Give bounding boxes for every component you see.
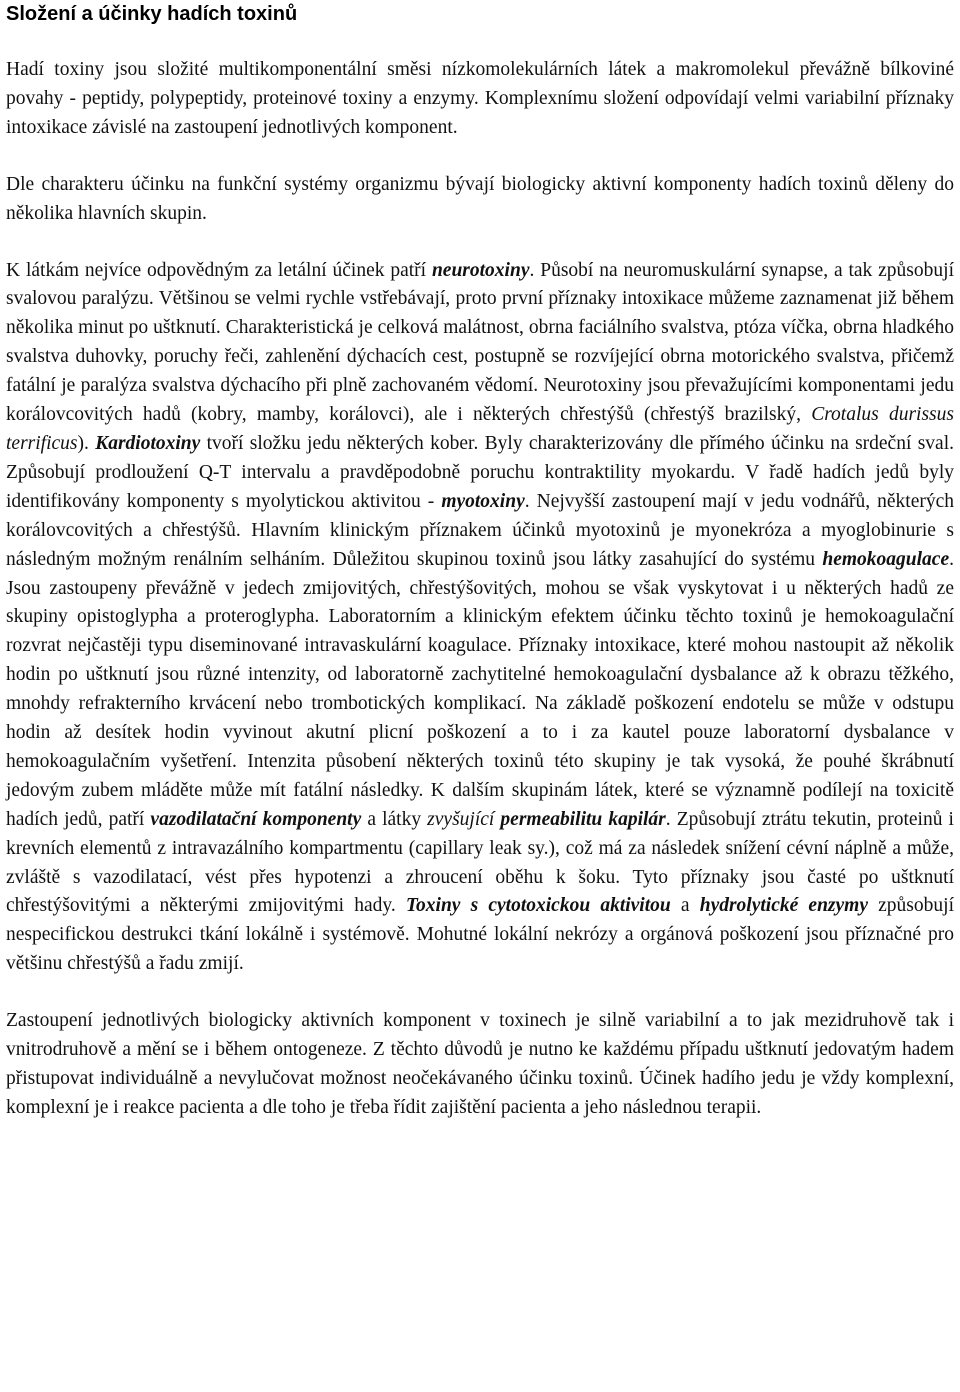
term-hemokoagulace: hemokoagulace (822, 548, 950, 570)
term-vazodilatacni: vazodilatační komponenty (150, 808, 362, 830)
paragraph-toxin-types (6, 257, 954, 980)
term-neurotoxiny: neurotoxiny (431, 259, 530, 281)
term-hydrolyticke: hydrolytické enzymy (699, 895, 868, 917)
term-zvysujici: zvyšující (427, 808, 495, 830)
text-run: . Působí na neuromuskulární synapse, a tak způsobují svalovou paralýzu. Většinou se velmi rychle vstřebávají, proto první příznaky intoxikace můžeme zaznamenat již během několika minut po uštknutí. Charakteristická je celková malátnost, obrna faciálního svalstva, ptóza víčka, obrna hladkého svalstva duhovky, poruchy řeči, zahlenění dýchacích cest, postupně se rozvíjející obrna motorického svalstva, přičemž fatální je paralýza svalstva dýchacího při plně zachovaném vědomí. Neurotoxiny jsou převažujícími komponentami jedu korálovcovitých hadů (kobry, mamby, korálovci), ale i některých chřestýšů (chřestýš brazilský, (6, 259, 954, 426)
text-run: . Způsobují ztrátu tekutin, proteinů i krevních elementů z intravazálního kompartmentu (capillary leak sy.), což má za následek snížení cévní náplně a může, zvláště s vazodilatací, vést přes hypotenzi a zhroucení oběhu k šoku. Tyto příznaky jsou časté po uštknutí chřestýšovitými a některými zmijovitými hady. (6, 808, 954, 917)
paragraph-intro: Hadí toxiny jsou složité multikomponentální směsi nízkomolekulárních látek a makromolekul převážně bílkoviné povahy - peptidy, polypeptidy, proteinové toxiny a enzymy. Komplexnímu složení odpovídají velmi variabilní příznaky intoxikace závislé na zastoupení jednotlivých komponent. (6, 59, 954, 138)
term-kardiotoxiny: Kardiotoxiny (95, 432, 201, 454)
term-cytotoxicke: Toxiny s cytotoxickou aktivitou (405, 895, 671, 917)
text-run: . Jsou zastoupeny převážně v jedech zmijovitých, chřestýšovitých, mohou se však vyskytovat i u některých hadů ze skupiny opistoglypha a proteroglypha. Laboratorním a klinickým efektem účinku těchto toxinů je hemokoagulační rozvrat nejčastěji typu diseminované intravaskulární koagulace. Příznaky intoxikace, které mohou nastoupit až několik hodin po uštknutí jsou různé intenzity, od laboratorně zachytitelné hemokoagulační dysbalance až k obrazu těžkého, mnohdy refrakterního krvácení nebo trombotických komplikací. Na základě poškození endotelu se může v odstupu hodin až desítek hodin vyvinout akutní plicní poškození a to i za kautel pouze laboratorní dysbalance v hemokoagulačním vyšetření. Intenzita působení některých toxinů této skupiny je tak vysoká, že pouhé škrábnutí jedovým zubem mláděte může mít fatální následky. K dalším skupinám látek, které se významně podílejí na toxicitě hadích jedů, patří (6, 548, 954, 830)
text-run: . Nejvyšší zastoupení mají v jedu vodnářů, některých korálovcovitých a chřestýšů. Hlavním klinickým příznakem účinků myotoxinů je myonekróza a myoglobinurie s následným možným renálním selháním. Důležitou skupinou toxinů jsou látky zasahující do systému (6, 490, 954, 570)
text-run: a látky (361, 808, 428, 830)
term-permeabilitu: permeabilitu kapilár (500, 808, 666, 830)
paragraph-variability: Zastoupení jednotlivých biologicky aktivních komponent v toxinech je silně variabilní a to jak mezidruhově tak i vnitrodruhově a mění se i během ontogeneze. Z těchto důvodů je nutno ke každému případu uštknutí jedovatým hadem přistupovat individuálně a nevylučovat možnost neočekávaného účinku toxinů. Účinek hadího jedu je vždy komplexní, komplexní je i reakce pacienta a dle toho je třeba řídit zajištění pacienta a jeho následnou terapii. (6, 1010, 954, 1118)
paragraph-groups: Dle charakteru účinku na funkční systémy organizmu bývají biologicky aktivní komponenty hadích toxinů děleny do několika hlavních skupin. (6, 173, 954, 224)
document-page (6, 0, 954, 1123)
text-run: a (670, 895, 700, 917)
text-run: způsobují nespecifickou destrukci tkání lokálně i systémově. Mohutné lokální nekrózy a orgánová poškození jsou příznačné pro většinu chřestýšů a řadu zmijí. (6, 895, 954, 975)
text-run: K látkám nejvíce odpovědným za letální účinek patří (6, 259, 432, 281)
text-run: ). (77, 432, 96, 454)
term-myotoxiny: myotoxiny (441, 490, 525, 512)
text-run: tvoří složku jedu některých kober. Byly charakterizovány dle přímého účinku na srdeční sval. Způsobují prodloužení Q-T intervalu a pravděpodobně poruchu kontraktility myokardu. V řadě hadích jedů byly identifikovány komponenty s myolytickou aktivitou - (6, 432, 954, 512)
page-title: Složení a účinky hadích toxinů (6, 3, 298, 25)
species-crotalus: Crotalus durissus terrificus (6, 404, 954, 454)
